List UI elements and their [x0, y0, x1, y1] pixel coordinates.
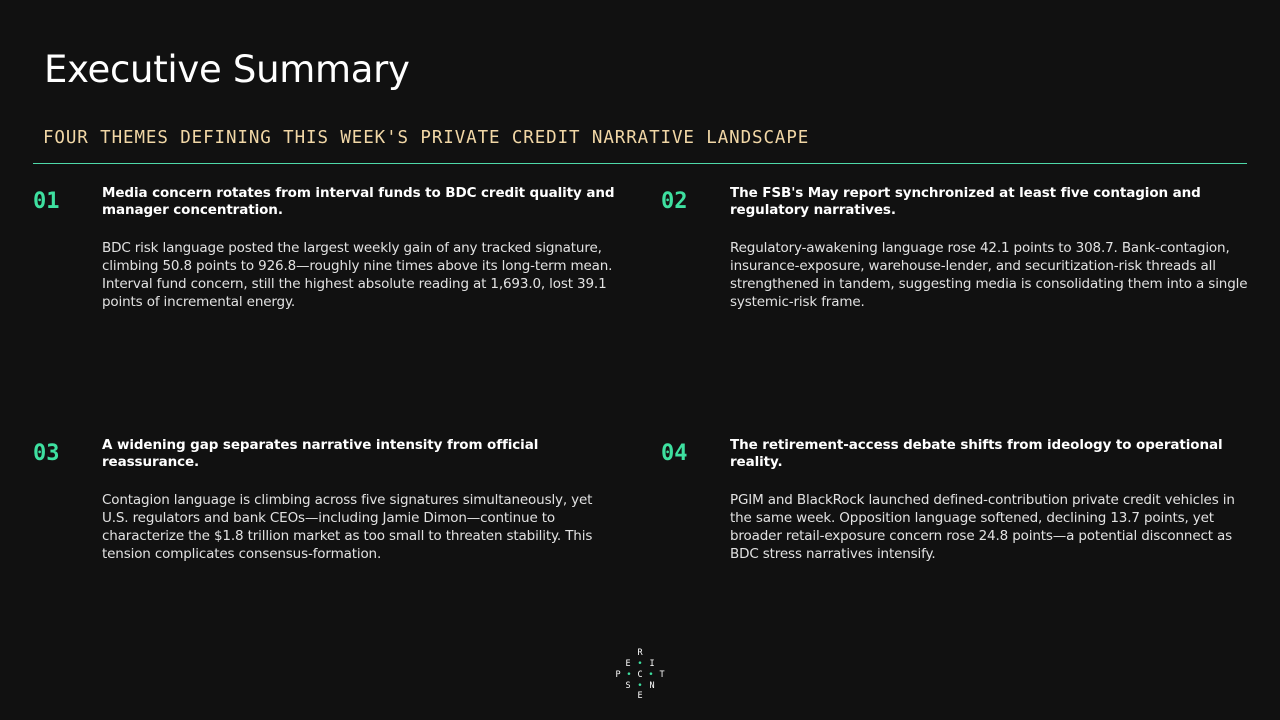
theme-body-text: Regulatory-awakening language rose 42.1 points to 308.7. Bank-contagion, insurance-exposure, warehouse-lender, and securitization-risk threads all strengthened in tandem, suggesting media is consolidating them into a single systemic-risk frame.	[730, 240, 1248, 310]
theme-number: 01	[33, 189, 60, 214]
divider	[33, 163, 1247, 164]
theme-headline: The FSB's May report synchronized at least five contagion and regulatory narratives.	[730, 185, 1201, 218]
theme-headline: The retirement-access debate shifts from ideology to operational reality.	[730, 437, 1223, 470]
logo-letter: N	[649, 681, 655, 691]
page-title: Executive Summary	[44, 48, 410, 91]
theme-number: 02	[661, 189, 688, 214]
logo-letter: E	[625, 659, 631, 669]
logo-dot: •	[626, 670, 632, 680]
theme-headline: A widening gap separates narrative intensity from official reassurance.	[102, 437, 539, 470]
logo-letter: I	[649, 659, 655, 669]
logo-letter: E	[637, 691, 643, 701]
logo-letter: C	[637, 670, 643, 680]
logo-dot: •	[648, 670, 654, 680]
brand-logo	[612, 648, 668, 700]
logo-dot: •	[637, 681, 643, 691]
theme-number: 04	[661, 441, 688, 466]
logo-letter: S	[625, 681, 631, 691]
page-subtitle: FOUR THEMES DEFINING THIS WEEK'S PRIVATE CREDIT NARRATIVE LANDSCAPE	[43, 128, 810, 148]
theme-body-text: BDC risk language posted the largest weekly gain of any tracked signature, climbing 50.8 points to 926.8—roughly nine times above its long-term mean. Interval fund concern, still the highest absolute reading at 1,693.0, lost 39.1 points of incremental energy.	[102, 240, 613, 310]
theme-body-text: Contagion language is climbing across five signatures simultaneously, yet U.S. regulators and bank CEOs—including Jamie Dimon—continue to characterize the $1.8 trillion market as too small to threaten stability. This tension complicates consensus-formation.	[102, 492, 593, 562]
theme-number: 03	[33, 441, 60, 466]
theme-headline: Media concern rotates from interval funds to BDC credit quality and manager concentration.	[102, 185, 615, 218]
logo-letter: R	[637, 648, 643, 658]
theme-body-text: PGIM and BlackRock launched defined-contribution private credit vehicles in the same week. Opposition language softened, declining 13.7 points, yet broader retail-exposure concern rose 24.8 points—a potential disconnect as BDC stress narratives intensify.	[730, 492, 1235, 562]
logo-letter: P	[615, 670, 621, 680]
logo-letter: T	[659, 670, 665, 680]
logo-dot: •	[637, 659, 643, 669]
